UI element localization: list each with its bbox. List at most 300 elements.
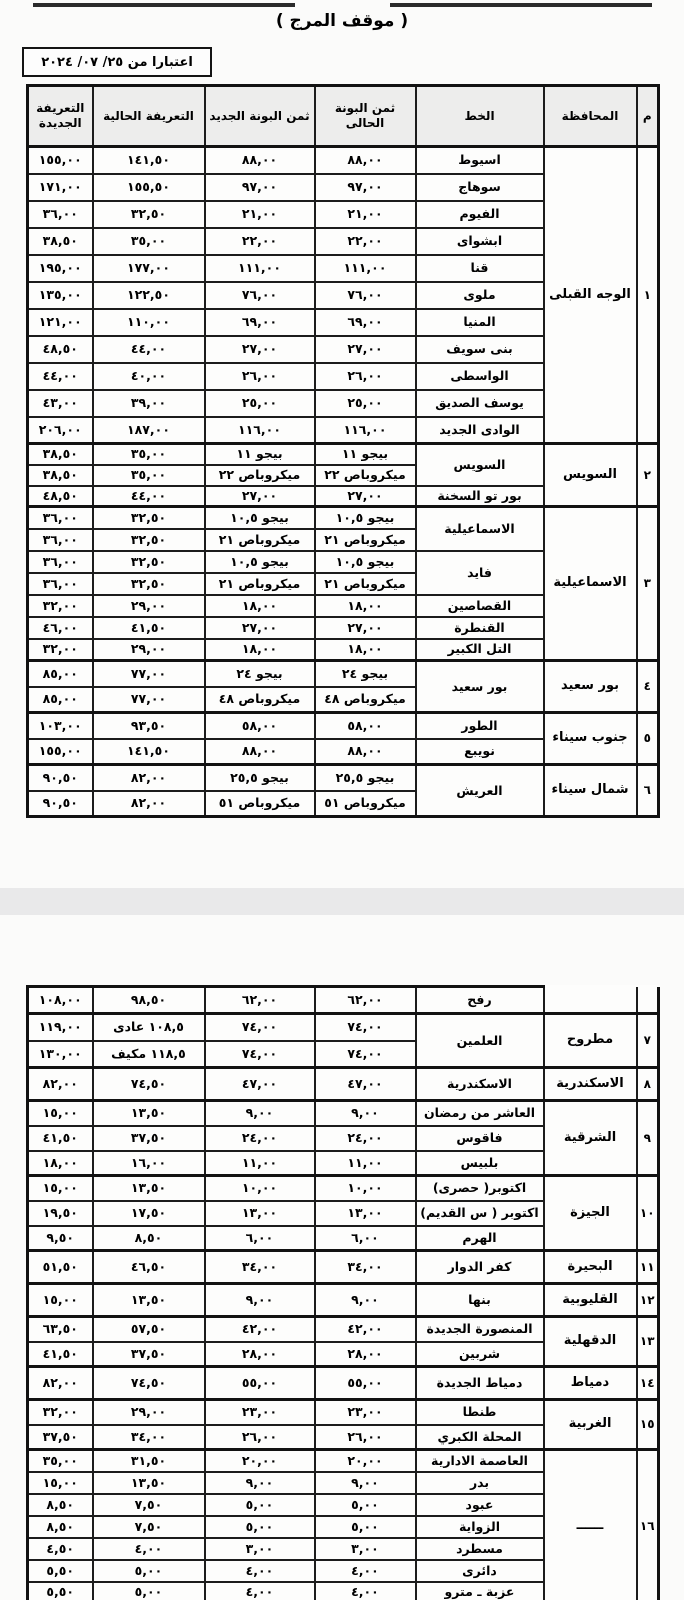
cell-tariff_current: ١٣,٥٠ xyxy=(93,1472,205,1494)
cell-bon_new: ٢٠,٠٠ xyxy=(205,1450,315,1472)
cell-bon_new: ٩٧,٠٠ xyxy=(205,174,315,201)
cell-tariff_current: ٣٢,٥٠ xyxy=(93,573,205,595)
cell-line: التل الكبير xyxy=(416,639,544,661)
cell-tariff_new: ١٥٥,٠٠ xyxy=(28,147,93,174)
page-break-band xyxy=(0,888,684,915)
cell-bon_current: ١٣,٠٠ xyxy=(315,1201,416,1226)
cell-governorate: الشرقية xyxy=(544,1101,637,1176)
cell-tariff_new: ٣٦,٠٠ xyxy=(28,573,93,595)
cell-num: ٧ xyxy=(637,1014,659,1068)
cell-bon_new: ميكروباص ٢١ xyxy=(205,529,315,551)
cell-bon_current: ٤٧,٠٠ xyxy=(315,1068,416,1101)
cell-line: رفح xyxy=(416,987,544,1014)
cell-bon_current: ميكروباص ٢١ xyxy=(315,529,416,551)
page-top-rule-left xyxy=(33,3,295,7)
cell-tariff_current: ٧٧,٠٠ xyxy=(93,687,205,713)
cell-governorate: الاسكندرية xyxy=(544,1068,637,1101)
cell-bon_current: ٧٤,٠٠ xyxy=(315,1014,416,1041)
cell-bon_current: ٢٦,٠٠ xyxy=(315,363,416,390)
cell-bon_new: ١٣,٠٠ xyxy=(205,1201,315,1226)
cell-tariff_current: ٧٧,٠٠ xyxy=(93,661,205,687)
cell-tariff_current: ٧٤,٥٠ xyxy=(93,1367,205,1400)
cell-line: الواسطى xyxy=(416,363,544,390)
cell-tariff_current: ٣٢,٥٠ xyxy=(93,201,205,228)
cell-tariff_new: ٥١,٥٠ xyxy=(28,1251,93,1284)
cell-line: السويس xyxy=(416,444,544,486)
cell-tariff_new: ١٥,٠٠ xyxy=(28,1176,93,1201)
header-num: م xyxy=(637,86,659,147)
cell-line: القنطرة xyxy=(416,617,544,639)
cell-line: طنطا xyxy=(416,1400,544,1425)
cell-bon_new: ٧٤,٠٠ xyxy=(205,1041,315,1068)
cell-tariff_new: ٨٢,٠٠ xyxy=(28,1367,93,1400)
cell-line: مسطرد xyxy=(416,1538,544,1560)
cell-governorate: الوجه القبلى xyxy=(544,147,637,444)
cell-governorate: دمياط xyxy=(544,1367,637,1400)
cell-bon_new: ٢١,٠٠ xyxy=(205,201,315,228)
cell-tariff_current: ٣٢,٥٠ xyxy=(93,551,205,573)
cell-tariff_new: ٨,٥٠ xyxy=(28,1494,93,1516)
cell-num: ١٦ xyxy=(637,1450,659,1600)
cell-bon_new: ٥,٠٠ xyxy=(205,1494,315,1516)
cell-tariff_new: ٣٦,٠٠ xyxy=(28,551,93,573)
cell-tariff_current: ٢٩,٠٠ xyxy=(93,595,205,617)
cell-tariff_new: ٨,٥٠ xyxy=(28,1516,93,1538)
cell-bon_new: ميكروباص ٢١ xyxy=(205,573,315,595)
cell-tariff_current: ٣٧,٥٠ xyxy=(93,1126,205,1151)
cell-num: ١٥ xyxy=(637,1400,659,1450)
cell-line: نويبع xyxy=(416,739,544,765)
cell-line: قنا xyxy=(416,255,544,282)
tariff-table-page-1 xyxy=(26,84,660,818)
cell-tariff_new: ١١٩,٠٠ xyxy=(28,1014,93,1041)
cell-line: الاسكندرية xyxy=(416,1068,544,1101)
tariff-table-page-1-wrap xyxy=(26,84,660,818)
cell-tariff_current: ٧,٥٠ xyxy=(93,1516,205,1538)
cell-bon_new: ٢٥,٠٠ xyxy=(205,390,315,417)
cell-tariff_current: ٧,٥٠ xyxy=(93,1494,205,1516)
cell-tariff_current: ٧٤,٥٠ xyxy=(93,1068,205,1101)
cell-tariff_new: ٩,٥٠ xyxy=(28,1226,93,1251)
cell-tariff_current: ٤٤,٠٠ xyxy=(93,486,205,507)
page-title: ( موقف المرج ) xyxy=(275,11,409,31)
cell-line: بنى سويف xyxy=(416,336,544,363)
cell-line: الهرم xyxy=(416,1226,544,1251)
cell-tariff_new: ٣٥,٠٠ xyxy=(28,1450,93,1472)
cell-bon_current: ٤,٠٠ xyxy=(315,1582,416,1600)
cell-tariff_new: ٢٠٦,٠٠ xyxy=(28,417,93,444)
cell-governorate: جنوب سيناء xyxy=(544,713,637,765)
cell-governorate: بور سعيد xyxy=(544,661,637,713)
cell-tariff_new: ١٧١,٠٠ xyxy=(28,174,93,201)
header-bon_current: ثمن البونة الحالى xyxy=(315,86,416,147)
tariff-table-page-2-wrap xyxy=(26,985,660,1600)
cell-bon_current: ٥٨,٠٠ xyxy=(315,713,416,739)
cell-num: ٩ xyxy=(637,1101,659,1176)
cell-line: فاقوس xyxy=(416,1126,544,1151)
cell-num: ١٠ xyxy=(637,1176,659,1251)
cell-governorate: الدقهلية xyxy=(544,1317,637,1367)
cell-tariff_current: ٤١,٥٠ xyxy=(93,617,205,639)
cell-tariff_current: ٨٢,٠٠ xyxy=(93,791,205,817)
cell-bon_current: ٥,٠٠ xyxy=(315,1494,416,1516)
cell-tariff_current: ٣١,٥٠ xyxy=(93,1450,205,1472)
cell-tariff_current: ٨,٥٠ xyxy=(93,1226,205,1251)
cell-bon_current: ٧٦,٠٠ xyxy=(315,282,416,309)
cell-tariff_current: ١٢٢,٥٠ xyxy=(93,282,205,309)
cell-bon_current: ٢٧,٠٠ xyxy=(315,617,416,639)
cell-bon_current: بيجو ٢٥,٥ xyxy=(315,765,416,791)
cell-governorate: القليوبية xyxy=(544,1284,637,1317)
cell-bon_current: ٦٩,٠٠ xyxy=(315,309,416,336)
cell-bon_new: ٢٢,٠٠ xyxy=(205,228,315,255)
cell-num: ٢ xyxy=(637,444,659,507)
cell-bon_new: ٩,٠٠ xyxy=(205,1284,315,1317)
cell-line: الفيوم xyxy=(416,201,544,228)
cell-tariff_current: ٣٥,٠٠ xyxy=(93,228,205,255)
cell-tariff_new: ٥,٥٠ xyxy=(28,1582,93,1600)
cell-bon_current: ٦,٠٠ xyxy=(315,1226,416,1251)
cell-tariff_current: ١١٠,٠٠ xyxy=(93,309,205,336)
cell-line: ملوى xyxy=(416,282,544,309)
cell-tariff_new: ٣٦,٠٠ xyxy=(28,529,93,551)
cell-bon_current: ميكروباص ٤٨ xyxy=(315,687,416,713)
cell-bon_current: ١٠,٠٠ xyxy=(315,1176,416,1201)
cell-line: العلمين xyxy=(416,1014,544,1068)
cell-tariff_new: ٨٢,٠٠ xyxy=(28,1068,93,1101)
cell-tariff_current: ٤,٠٠ xyxy=(93,1538,205,1560)
cell-line: الزواية xyxy=(416,1516,544,1538)
cell-line: القصاصين xyxy=(416,595,544,617)
cell-bon_current: ٤٢,٠٠ xyxy=(315,1317,416,1342)
cell-line: اكتوبر ( س القديم) xyxy=(416,1201,544,1226)
cell-tariff_current: ٩٣,٥٠ xyxy=(93,713,205,739)
cell-line: بلبيس xyxy=(416,1151,544,1176)
cell-bon_new: بيجو ١٠,٥ xyxy=(205,551,315,573)
cell-bon_new: ٣,٠٠ xyxy=(205,1538,315,1560)
cell-num: ٤ xyxy=(637,661,659,713)
cell-governorate xyxy=(544,987,637,1014)
cell-bon_current: ١١,٠٠ xyxy=(315,1151,416,1176)
cell-tariff_current: ٢٩,٠٠ xyxy=(93,1400,205,1425)
cell-tariff_new: ٣٢,٠٠ xyxy=(28,639,93,661)
cell-tariff_new: ٤٦,٠٠ xyxy=(28,617,93,639)
cell-bon_new: ٢٨,٠٠ xyxy=(205,1342,315,1367)
cell-bon_current: ١٨,٠٠ xyxy=(315,639,416,661)
cell-governorate: الجيزة xyxy=(544,1176,637,1251)
cell-governorate: ــــــ xyxy=(544,1450,637,1600)
cell-bon_current: ٩,٠٠ xyxy=(315,1284,416,1317)
cell-tariff_new: ١٥,٠٠ xyxy=(28,1284,93,1317)
cell-num: ٣ xyxy=(637,507,659,661)
cell-tariff_current: ٨٢,٠٠ xyxy=(93,765,205,791)
tariff-table-page-2 xyxy=(26,985,660,1600)
cell-tariff_new: ٣٨,٥٠ xyxy=(28,444,93,465)
cell-tariff_current: ١٦,٠٠ xyxy=(93,1151,205,1176)
cell-bon_current: ٢٦,٠٠ xyxy=(315,1425,416,1450)
header-tariff_current: التعريفة الحالية xyxy=(93,86,205,147)
cell-governorate: شمال سيناء xyxy=(544,765,637,817)
cell-bon_current: ٤,٠٠ xyxy=(315,1560,416,1582)
cell-bon_new: ٨٨,٠٠ xyxy=(205,739,315,765)
cell-tariff_current: ٣٥,٠٠ xyxy=(93,444,205,465)
cell-governorate: السويس xyxy=(544,444,637,507)
cell-bon_new: ٢٦,٠٠ xyxy=(205,363,315,390)
cell-bon_new: ٧٤,٠٠ xyxy=(205,1014,315,1041)
cell-tariff_new: ١٩,٥٠ xyxy=(28,1201,93,1226)
cell-tariff_new: ١٩٥,٠٠ xyxy=(28,255,93,282)
cell-line: بور سعيد xyxy=(416,661,544,713)
cell-bon_current: ٩٧,٠٠ xyxy=(315,174,416,201)
cell-tariff_new: ١٨,٠٠ xyxy=(28,1151,93,1176)
cell-bon_current: ١١٦,٠٠ xyxy=(315,417,416,444)
cell-line: سوهاج xyxy=(416,174,544,201)
cell-bon_current: ١١١,٠٠ xyxy=(315,255,416,282)
cell-bon_new: بيجو ١٠,٥ xyxy=(205,507,315,529)
cell-tariff_new: ١٠٣,٠٠ xyxy=(28,713,93,739)
cell-bon_new: ٦,٠٠ xyxy=(205,1226,315,1251)
cell-bon_new: ٥٥,٠٠ xyxy=(205,1367,315,1400)
cell-tariff_current: ١٧٧,٠٠ xyxy=(93,255,205,282)
cell-bon_current: ميكروباص ٢١ xyxy=(315,573,416,595)
cell-bon_current: بيجو ١٠,٥ xyxy=(315,551,416,573)
cell-bon_new: ٤,٠٠ xyxy=(205,1560,315,1582)
cell-tariff_current: ٤٤,٠٠ xyxy=(93,336,205,363)
cell-bon_new: ٤٢,٠٠ xyxy=(205,1317,315,1342)
cell-bon_new: ٤,٠٠ xyxy=(205,1582,315,1600)
cell-bon_current: بيجو ٢٤ xyxy=(315,661,416,687)
cell-line: العاصمة الادارية xyxy=(416,1450,544,1472)
cell-bon_new: ٢٧,٠٠ xyxy=(205,486,315,507)
cell-line: بدر xyxy=(416,1472,544,1494)
cell-num: ١٤ xyxy=(637,1367,659,1400)
cell-bon_current: ٥,٠٠ xyxy=(315,1516,416,1538)
cell-tariff_current: ٣٢,٥٠ xyxy=(93,529,205,551)
cell-bon_current: بيجو ١٠,٥ xyxy=(315,507,416,529)
cell-bon_new: ١١١,٠٠ xyxy=(205,255,315,282)
cell-num: ١٢ xyxy=(637,1284,659,1317)
cell-tariff_new: ٨٥,٠٠ xyxy=(28,687,93,713)
cell-bon_current: ٧٤,٠٠ xyxy=(315,1041,416,1068)
cell-tariff_current: ١٥٥,٥٠ xyxy=(93,174,205,201)
cell-tariff_new: ٣٦,٠٠ xyxy=(28,201,93,228)
cell-tariff_new: ٤٣,٠٠ xyxy=(28,390,93,417)
effective-date-box xyxy=(22,47,212,77)
cell-tariff_new: ١٣٠,٠٠ xyxy=(28,1041,93,1068)
cell-tariff_current: ٣٤,٠٠ xyxy=(93,1425,205,1450)
cell-tariff_new: ١٠٨,٠٠ xyxy=(28,987,93,1014)
cell-line: الوادى الجديد xyxy=(416,417,544,444)
cell-tariff_current: ٣٧,٥٠ xyxy=(93,1342,205,1367)
cell-line: كفر الدوار xyxy=(416,1251,544,1284)
cell-bon_current: ٢٢,٠٠ xyxy=(315,228,416,255)
cell-bon_current: ميكروباص ٢٢ xyxy=(315,465,416,486)
cell-tariff_new: ٤١,٥٠ xyxy=(28,1342,93,1367)
cell-tariff_new: ١٥,٠٠ xyxy=(28,1472,93,1494)
cell-governorate: البحيرة xyxy=(544,1251,637,1284)
cell-line: فايد xyxy=(416,551,544,595)
page-top-rule-right xyxy=(390,3,652,7)
cell-bon_new: ٦٢,٠٠ xyxy=(205,987,315,1014)
cell-line: اسيوط xyxy=(416,147,544,174)
cell-bon_new: بيجو ٢٤ xyxy=(205,661,315,687)
cell-tariff_current: ١٠٨,٥ عادى xyxy=(93,1014,205,1041)
cell-line: العاشر من رمضان xyxy=(416,1101,544,1126)
cell-bon_new: ١٠,٠٠ xyxy=(205,1176,315,1201)
cell-bon_current: ٩,٠٠ xyxy=(315,1472,416,1494)
cell-line: بنها xyxy=(416,1284,544,1317)
cell-tariff_new: ٣٨,٥٠ xyxy=(28,228,93,255)
cell-bon_current: ٢٣,٠٠ xyxy=(315,1400,416,1425)
cell-tariff_new: ٣٧,٥٠ xyxy=(28,1425,93,1450)
cell-bon_new: ميكروباص ٤٨ xyxy=(205,687,315,713)
cell-bon_current: ٨٨,٠٠ xyxy=(315,739,416,765)
cell-bon_new: ٥,٠٠ xyxy=(205,1516,315,1538)
cell-tariff_new: ٤١,٥٠ xyxy=(28,1126,93,1151)
cell-line: الطور xyxy=(416,713,544,739)
cell-tariff_new: ١٢١,٠٠ xyxy=(28,309,93,336)
cell-tariff_new: ٤٨,٥٠ xyxy=(28,486,93,507)
cell-num: ٥ xyxy=(637,713,659,765)
cell-bon_current: ٢٤,٠٠ xyxy=(315,1126,416,1151)
cell-governorate: الاسماعيلية xyxy=(544,507,637,661)
cell-tariff_new: ٥,٥٠ xyxy=(28,1560,93,1582)
cell-bon_new: ٥٨,٠٠ xyxy=(205,713,315,739)
cell-num: ٦ xyxy=(637,765,659,817)
cell-tariff_new: ٩٠,٥٠ xyxy=(28,765,93,791)
cell-tariff_new: ١٥,٠٠ xyxy=(28,1101,93,1126)
cell-bon_new: ١١,٠٠ xyxy=(205,1151,315,1176)
cell-bon_current: ٢٧,٠٠ xyxy=(315,336,416,363)
cell-num xyxy=(637,987,659,1014)
cell-line: المحلة الكبري xyxy=(416,1425,544,1450)
cell-tariff_current: ١٣,٥٠ xyxy=(93,1284,205,1317)
cell-num: ١١ xyxy=(637,1251,659,1284)
cell-bon_new: ٢٧,٠٠ xyxy=(205,617,315,639)
cell-tariff_current: ٢٩,٠٠ xyxy=(93,639,205,661)
cell-tariff_current: ١٤١,٥٠ xyxy=(93,147,205,174)
cell-tariff_new: ٨٥,٠٠ xyxy=(28,661,93,687)
cell-tariff_current: ٤٦,٥٠ xyxy=(93,1251,205,1284)
cell-line: عزبة ـ مترو xyxy=(416,1582,544,1600)
cell-tariff_current: ١٤١,٥٠ xyxy=(93,739,205,765)
cell-bon_current: ميكروباص ٥١ xyxy=(315,791,416,817)
cell-line: العريش xyxy=(416,765,544,817)
header-line: الخط xyxy=(416,86,544,147)
cell-line: الاسماعيلية xyxy=(416,507,544,551)
cell-bon_new: ميكروباص ٥١ xyxy=(205,791,315,817)
cell-tariff_current: ٩٨,٥٠ xyxy=(93,987,205,1014)
cell-tariff_new: ١٣٥,٠٠ xyxy=(28,282,93,309)
cell-tariff_new: ٤,٥٠ xyxy=(28,1538,93,1560)
cell-bon_current: ٥٥,٠٠ xyxy=(315,1367,416,1400)
cell-line: شربين xyxy=(416,1342,544,1367)
cell-bon_current: ٢١,٠٠ xyxy=(315,201,416,228)
cell-line: ابشواى xyxy=(416,228,544,255)
cell-bon_new: ميكروباص ٢٢ xyxy=(205,465,315,486)
cell-bon_new: ١٨,٠٠ xyxy=(205,595,315,617)
cell-tariff_new: ٣٦,٠٠ xyxy=(28,507,93,529)
cell-bon_current: ٣٤,٠٠ xyxy=(315,1251,416,1284)
header-bon_new: ثمن البونة الجديد xyxy=(205,86,315,147)
cell-governorate: مطروح xyxy=(544,1014,637,1068)
cell-tariff_current: ١١٨,٥ مكيف xyxy=(93,1041,205,1068)
cell-bon_current: ٦٢,٠٠ xyxy=(315,987,416,1014)
cell-tariff_current: ١٣,٥٠ xyxy=(93,1101,205,1126)
cell-bon_current: ١٨,٠٠ xyxy=(315,595,416,617)
cell-bon_new: ٢٦,٠٠ xyxy=(205,1425,315,1450)
cell-line: المنصورة الجديدة xyxy=(416,1317,544,1342)
cell-bon_current: ٢٧,٠٠ xyxy=(315,486,416,507)
effective-date-label: اعتبارا من ٢٥/ ٠٧/ ٢٠٢٤ xyxy=(41,54,193,70)
cell-tariff_current: ٤٠,٠٠ xyxy=(93,363,205,390)
cell-bon_new: ١١٦,٠٠ xyxy=(205,417,315,444)
cell-tariff_new: ٣٢,٠٠ xyxy=(28,595,93,617)
cell-bon_new: ٩,٠٠ xyxy=(205,1472,315,1494)
cell-tariff_new: ٦٣,٥٠ xyxy=(28,1317,93,1342)
cell-tariff_current: ٥,٠٠ xyxy=(93,1560,205,1582)
cell-tariff_current: ٣٥,٠٠ xyxy=(93,465,205,486)
cell-bon_new: ٩,٠٠ xyxy=(205,1101,315,1126)
header-governorate: المحافظة xyxy=(544,86,637,147)
cell-tariff_current: ٥,٠٠ xyxy=(93,1582,205,1600)
cell-bon_new: ٨٨,٠٠ xyxy=(205,147,315,174)
cell-line: دائرى xyxy=(416,1560,544,1582)
cell-bon_current: ٢٨,٠٠ xyxy=(315,1342,416,1367)
cell-tariff_new: ٩٠,٥٠ xyxy=(28,791,93,817)
cell-governorate: الغربية xyxy=(544,1400,637,1450)
cell-bon_current: ٨٨,٠٠ xyxy=(315,147,416,174)
cell-bon_new: ٣٤,٠٠ xyxy=(205,1251,315,1284)
cell-bon_new: ١٨,٠٠ xyxy=(205,639,315,661)
cell-tariff_current: ٣٩,٠٠ xyxy=(93,390,205,417)
cell-tariff_new: ٣٢,٠٠ xyxy=(28,1400,93,1425)
header-tariff_new: التعريفة الجديدة xyxy=(28,86,93,147)
cell-tariff_current: ٥٧,٥٠ xyxy=(93,1317,205,1342)
cell-num: ١٣ xyxy=(637,1317,659,1367)
cell-bon_new: ٧٦,٠٠ xyxy=(205,282,315,309)
cell-bon_new: ٤٧,٠٠ xyxy=(205,1068,315,1101)
cell-bon_current: ٢٥,٠٠ xyxy=(315,390,416,417)
cell-bon_current: ٣,٠٠ xyxy=(315,1538,416,1560)
cell-num: ٨ xyxy=(637,1068,659,1101)
cell-tariff_current: ١٨٧,٠٠ xyxy=(93,417,205,444)
cell-line: المنيا xyxy=(416,309,544,336)
cell-line: اكتوبر( حصرى) xyxy=(416,1176,544,1201)
cell-bon_new: بيجو ١١ xyxy=(205,444,315,465)
cell-bon_new: ٢٤,٠٠ xyxy=(205,1126,315,1151)
cell-bon_current: ٩,٠٠ xyxy=(315,1101,416,1126)
cell-line: دمياط الجديدة xyxy=(416,1367,544,1400)
cell-line: عبود xyxy=(416,1494,544,1516)
cell-num: ١ xyxy=(637,147,659,444)
cell-bon_new: ٢٧,٠٠ xyxy=(205,336,315,363)
cell-tariff_current: ١٣,٥٠ xyxy=(93,1176,205,1201)
cell-tariff_current: ٣٢,٥٠ xyxy=(93,507,205,529)
cell-line: بور تو السخنة xyxy=(416,486,544,507)
cell-tariff_current: ١٧,٥٠ xyxy=(93,1201,205,1226)
cell-tariff_new: ٤٨,٥٠ xyxy=(28,336,93,363)
cell-bon_new: ٢٣,٠٠ xyxy=(205,1400,315,1425)
cell-tariff_new: ١٥٥,٠٠ xyxy=(28,739,93,765)
cell-bon_new: ٦٩,٠٠ xyxy=(205,309,315,336)
cell-tariff_new: ٤٤,٠٠ xyxy=(28,363,93,390)
cell-tariff_new: ٣٨,٥٠ xyxy=(28,465,93,486)
cell-bon_current: بيجو ١١ xyxy=(315,444,416,465)
cell-line: يوسف الصديق xyxy=(416,390,544,417)
cell-bon_current: ٢٠,٠٠ xyxy=(315,1450,416,1472)
cell-bon_new: بيجو ٢٥,٥ xyxy=(205,765,315,791)
